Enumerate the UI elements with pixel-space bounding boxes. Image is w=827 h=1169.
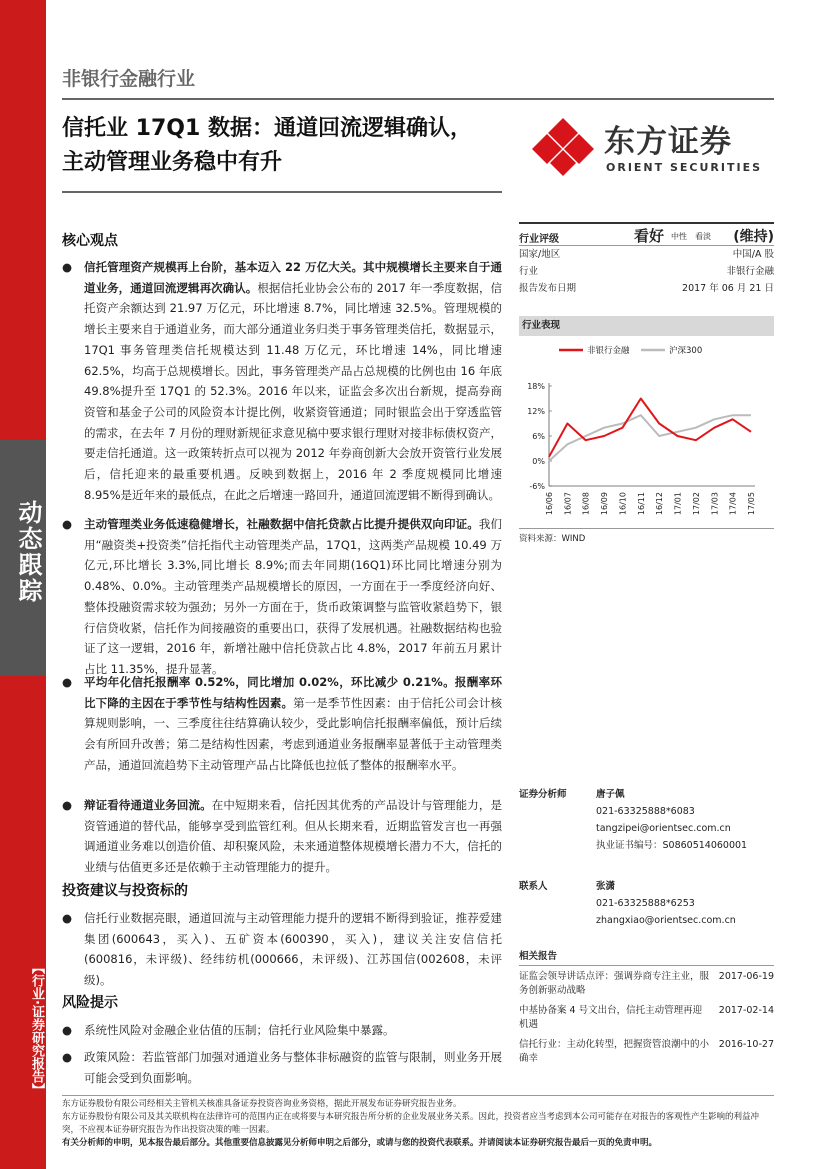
chart-source: 资料来源：WIND [519,528,774,544]
core-point-4 [62,795,502,878]
rating-box [519,222,774,297]
x-tick-label: 16/08 [581,492,591,516]
bullet-icon: ● [62,517,73,531]
risk-point-2-text: 政策风险：若监管部门加强对通道业务与整体非标融资的监管与限制，则业务开展可能会受到负面影响。 [84,1050,502,1085]
rating-opt-negative: 看淡 [695,232,711,241]
x-tick-label: 16/07 [563,492,573,516]
risk-point-1-text: 系统性风险对金融企业估值的压制；信托行业风险集中暴露。 [84,1023,395,1037]
related-item[interactable] [519,970,774,1004]
contact-label: 联系人 [519,881,548,892]
risk-point-1 [62,1020,502,1041]
logo-mark-icon [530,116,596,178]
info-row-date [519,280,774,297]
series-line [549,399,751,457]
info-key: 行业 [519,266,539,277]
x-tick-label: 16/11 [636,492,646,516]
related-reports-box [519,948,774,1072]
rating-status: (维持) [733,229,774,245]
core-point-3 [62,672,502,776]
footer-line-3: 有关分析师的申明，见本报告最后部分。其他重要信息披露见分析师申明之后部分，或请与您的投资代表联系。并请阅读本证券研究报告最后一页的免责申明。 [62,1138,658,1148]
y-tick-label: 6% [532,432,545,441]
invest-point-1-text: 信托行业数据亮眼，通道回流与主动管理能力提升的逻辑不断得到验证，推荐爱建集团(600643，买入)、五矿资本(600390，买入)，建议关注安信信托(600816，未评级)、经纬纺机(000666，未评级)、江苏国信(002608，未评级)。 [84,911,502,988]
core-point-4-text: 在中短期来看，信托因其优秀的产品设计与管理能力，是资管通道的替代品，能够享受到监管红利。但从长期来看，近期监管发言也一再强调通道业务难以创造价值、却积聚风险，未来通道整体规模增长潜力不大，信托的业绩与估值更多还是依赖于主动管理能力的提升。 [84,798,503,875]
logo-text-cn: 东方证券 [604,124,732,160]
x-tick-label: 17/05 [747,492,756,516]
info-key: 报告发布日期 [519,283,577,294]
title-line-2: 主动管理业务稳中有升 [62,150,283,175]
core-point-2-text: 我们用“融资类+投资类”信托指代主动管理类产品，17Q1，这两类产品规模 10.49 万亿元,环比增长 3.3%,同比增长 8.9%;而去年同期(16Q1)环比同比增速分别为 0.48%、0.0%。主动管理类产品规模增长的原因，一方面在于一季度经济向好、整体投融资需求较为强劲；另外一方面在于，货币政策调整与监管收紧趋势下，银行信贷收紧，信托作为间接融资的重要出口，获得了发展机遇。社融数据结构也验证了这一逻辑，2016 年，新增社融中信托贷款占比 4.8%，2017 年前五月累计占比 11.35%，提升显著。 [84,517,503,676]
bullet-icon: ● [62,1050,73,1064]
x-tick-label: 16/12 [655,492,665,516]
sector-name: 非银行金融行业 [62,68,196,90]
x-tick-label: 17/03 [710,492,720,516]
analyst-phone: 021-63325888*6083 [596,806,695,817]
related-item-date: 2017-06-19 [718,971,774,982]
logo-text-en: ORIENT SECURITIES [606,161,763,174]
core-point-4-bold: 辩证看待通道业务回流。 [84,798,212,812]
y-tick-label: 12% [527,407,545,416]
related-item-title: 证监会领导讲话点评：强调券商专注主业，服务创新驱动战略 [519,971,710,996]
x-tick-label: 17/01 [673,492,683,516]
core-point-3-bold: 平均年化信托报酬率 0.52%，同比增加 0.02%，环比减少 0.21%。报酬率环比下降的主因在于季节性与结构性因素。 [84,675,502,710]
core-point-1 [62,257,502,505]
company-logo [530,116,780,178]
related-item-date: 2017-02-14 [718,1005,774,1016]
legend-label: 非银行金融 [587,346,630,356]
core-point-2-bold: 主动管理类业务低速稳健增长，社融数据中信托贷款占比提升提供双向印证。 [84,517,479,531]
rating-main: 看好 [634,227,665,245]
bullet-icon: ● [62,1023,73,1037]
invest-section-heading: 投资建议与投资标的 [62,883,188,899]
y-tick-label: 0% [532,457,545,466]
title-rule [62,191,502,193]
analyst-box [519,786,774,854]
y-tick-label: -6% [529,482,545,491]
footer-line-2: 东方证券股份有限公司及其关联机构在法律许可的范围内正在或将要与本研究报告所分析的企业发展业务关系。因此，投资者应当考虑到本公司可能存在对报告的客观性产生影响的利益冲突，不应视本证券研究报告为作出投资决策的唯一因素。 [62,1112,760,1135]
rating-opt-neutral: 中性 [671,232,687,241]
core-point-1-bold: 信托管理资产规模再上台阶，基本迈入 22 万亿大关。其中规模增长主要来自于通道业务，通道回流逻辑再次确认。 [84,260,502,295]
title-line-1: 信托业 17Q1 数据：通道回流逻辑确认， [62,116,472,141]
rating-label: 行业评级 [519,234,559,245]
contact-name: 张潇 [596,881,616,892]
analyst-cert: 执业证书编号：S0860514060001 [596,840,748,851]
related-item-title: 信托行业：主动化转型，把握资管浪潮中的小确幸 [519,1039,710,1064]
bullet-icon: ● [62,675,73,689]
footer-disclaimer [62,1095,774,1150]
contact-box [519,878,774,929]
x-tick-label: 17/02 [691,492,701,516]
x-tick-label: 16/09 [600,492,610,516]
x-tick-label: 16/06 [545,492,554,516]
core-point-2 [62,514,502,680]
research-report-tag: 【行业·证券研究报告】 [29,960,44,1096]
header-rule [62,98,774,100]
info-value: 中国/A 股 [732,249,774,260]
invest-point-1 [62,908,502,991]
info-row-region [519,246,774,263]
core-point-3-text: 第一是季节性因素：由于信托公司会计核算规则影响，一、三季度往往结算确认较少，受此影响信托报酬率偏低，预计后续会有所回升改善；第二是结构性因素，考虑到通道业务报酬率显著低于主动管理类产品，通道回流趋势下主动管理产品占比降低也拉低了整体的报酬率水平。 [84,695,503,772]
risk-point-2 [62,1047,502,1088]
report-title [62,112,472,180]
rating-row [519,222,774,246]
analyst-name: 唐子佩 [596,789,625,800]
bullet-icon: ● [62,260,73,274]
bullet-icon: ● [62,798,73,812]
performance-header: 行业表现 [519,316,774,336]
report-type-tag: 动态跟踪 [14,500,42,604]
related-item-title: 中基协备案 4 号文出台，信托主动管理再迎机遇 [519,1005,703,1030]
info-value: 2017 年 06 月 21 日 [682,283,774,294]
related-item[interactable] [519,1004,774,1038]
info-key: 国家/地区 [519,249,561,260]
footer-line-1: 东方证券股份有限公司经相关主管机关核准具备证券投资咨询业务资格，据此开展发布证券研究报告业务。 [62,1099,462,1109]
related-item-date: 2016-10-27 [718,1039,774,1050]
y-tick-label: 18% [527,382,545,391]
related-item[interactable] [519,1038,774,1072]
analyst-label: 证券分析师 [519,789,567,800]
risk-section-heading: 风险提示 [62,995,118,1011]
core-section-heading: 核心观点 [62,233,118,249]
x-tick-label: 17/04 [728,492,738,516]
bullet-icon: ● [62,911,73,925]
info-value: 非银行金融 [726,266,774,277]
performance-chart [519,336,774,516]
contact-phone: 021-63325888*6253 [596,898,695,909]
analyst-email[interactable]: tangzipei@orientsec.com.cn [596,823,731,834]
legend-label: 沪深300 [669,346,703,356]
related-header: 相关报告 [519,948,774,966]
series-line [549,415,751,461]
core-point-1-text: 根据信托业协会公布的 2017 年一季度数据，信托资产余额达到 21.97 万亿元，环比增速 8.7%，同比增速 32.5%。管理规模的增长主要来自于通道业务，而大部分通道业务归类于事务管理类信托，数据显示，17Q1 事务管理类信托规模达到 11.48 万亿元，环比增速 14%，同比增速 62.5%，均高于总规模增长。因此，事务管理类产品占总规模的比例也由 16 年底 49.8%提升至 17Q1 的 52.3%。2016 年以来，证监会多次出台新规，提高券商资管和基金子公司的风险资本计提比例，收紧资管通道；同时银监会出于穿透监管的需求，在去年 7 月份的理财新规征求意见稿中要求银行理财对接非标债权资产，要走信托通道。这一政策转折点可以视为 2012 年券商创新大会放开资管行业发展后，信托迎来的最重要机遇。反映到数据上，2016 年 2 季度规模同比增速 8.95%是近年来的最低点，在此之后增速一路回升，通道回流逻辑不断得到确认。 [84,280,503,502]
contact-email[interactable]: zhangxiao@orientsec.com.cn [596,915,736,926]
info-row-industry [519,263,774,280]
x-tick-label: 16/10 [618,492,628,516]
performance-box [519,316,774,544]
